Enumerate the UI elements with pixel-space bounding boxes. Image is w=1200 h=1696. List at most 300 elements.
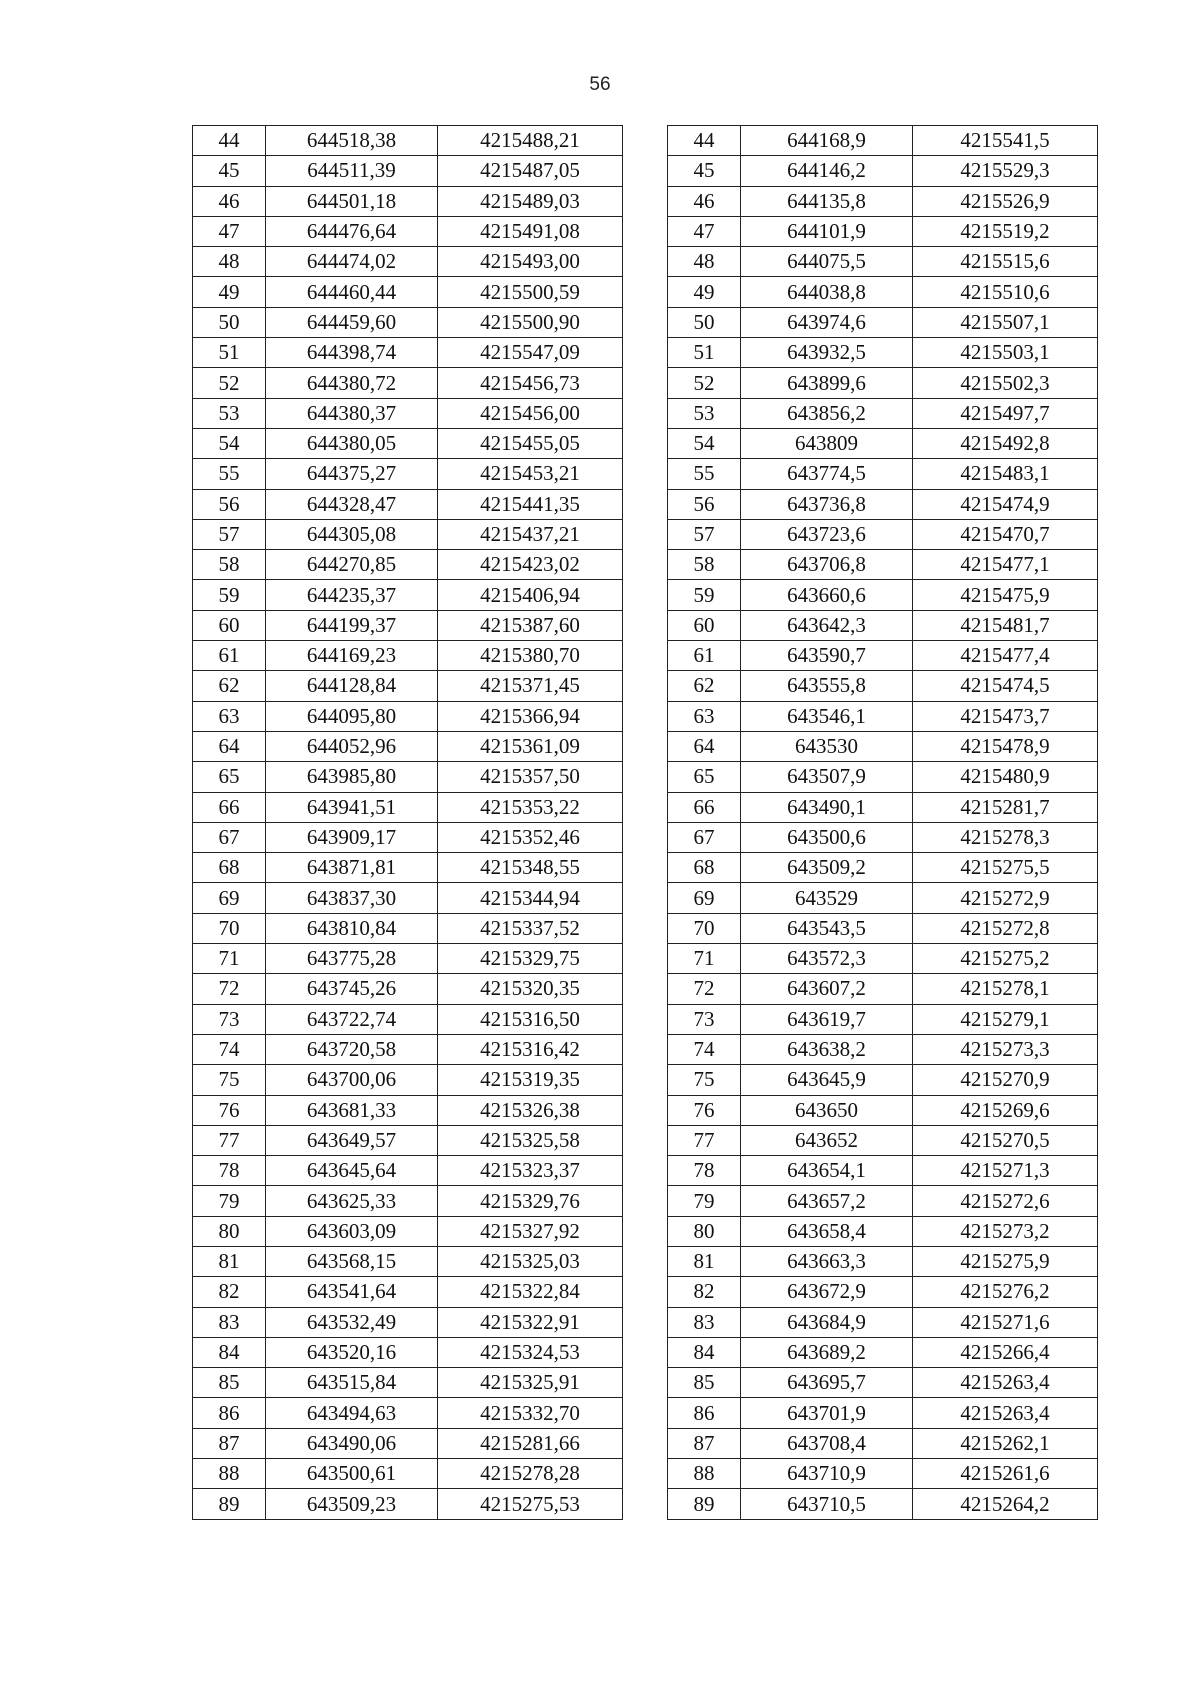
- table-row: [193, 186, 623, 216]
- point-number-cell: 83: [193, 1307, 266, 1337]
- y-coordinate-cell: 4215325,03: [438, 1246, 623, 1276]
- point-number-cell: 59: [193, 580, 266, 610]
- y-coordinate-cell: 4215493,00: [438, 247, 623, 277]
- table-row: [668, 883, 1098, 913]
- point-number-cell: 61: [193, 641, 266, 671]
- y-coordinate-cell: 4215503,1: [913, 338, 1098, 368]
- point-number-cell: 75: [668, 1065, 741, 1095]
- y-coordinate-cell: 4215279,1: [913, 1004, 1098, 1034]
- y-coordinate-cell: 4215406,94: [438, 580, 623, 610]
- table-row: [193, 1307, 623, 1337]
- y-coordinate-cell: 4215332,70: [438, 1398, 623, 1428]
- y-coordinate-cell: 4215366,94: [438, 701, 623, 731]
- table-row: [193, 126, 623, 156]
- x-coordinate-cell: 643745,26: [266, 974, 438, 1004]
- y-coordinate-cell: 4215453,21: [438, 459, 623, 489]
- point-number-cell: 83: [668, 1307, 741, 1337]
- table-row: [668, 822, 1098, 852]
- y-coordinate-cell: 4215272,9: [913, 883, 1098, 913]
- x-coordinate-cell: 644095,80: [266, 701, 438, 731]
- point-number-cell: 85: [193, 1368, 266, 1398]
- y-coordinate-cell: 4215329,76: [438, 1186, 623, 1216]
- x-coordinate-cell: 643684,9: [741, 1307, 913, 1337]
- table-row: [193, 1246, 623, 1276]
- table-row: [193, 1489, 623, 1519]
- table-row: [668, 338, 1098, 368]
- table-row: [668, 519, 1098, 549]
- x-coordinate-cell: 643941,51: [266, 792, 438, 822]
- point-number-cell: 54: [668, 428, 741, 458]
- y-coordinate-cell: 4215361,09: [438, 731, 623, 761]
- table-row: [193, 822, 623, 852]
- table-row: [668, 1004, 1098, 1034]
- x-coordinate-cell: 643663,3: [741, 1246, 913, 1276]
- x-coordinate-cell: 644518,38: [266, 126, 438, 156]
- point-number-cell: 49: [668, 277, 741, 307]
- x-coordinate-cell: 643871,81: [266, 853, 438, 883]
- y-coordinate-cell: 4215455,05: [438, 428, 623, 458]
- x-coordinate-cell: 644146,2: [741, 156, 913, 186]
- table-row: [668, 1459, 1098, 1489]
- table-row: [193, 1337, 623, 1367]
- x-coordinate-cell: 644501,18: [266, 186, 438, 216]
- y-coordinate-cell: 4215437,21: [438, 519, 623, 549]
- x-coordinate-cell: 644380,37: [266, 398, 438, 428]
- x-coordinate-cell: 643899,6: [741, 368, 913, 398]
- table-row: [668, 489, 1098, 519]
- table-row: [668, 428, 1098, 458]
- y-coordinate-cell: 4215547,09: [438, 338, 623, 368]
- y-coordinate-cell: 4215276,2: [913, 1277, 1098, 1307]
- y-coordinate-cell: 4215380,70: [438, 641, 623, 671]
- x-coordinate-cell: 643710,5: [741, 1489, 913, 1519]
- y-coordinate-cell: 4215316,50: [438, 1004, 623, 1034]
- x-coordinate-cell: 643809: [741, 428, 913, 458]
- table-row: [193, 853, 623, 883]
- point-number-cell: 66: [193, 792, 266, 822]
- table-row: [668, 550, 1098, 580]
- x-coordinate-cell: 644474,02: [266, 247, 438, 277]
- table-row: [193, 671, 623, 701]
- point-number-cell: 87: [668, 1428, 741, 1458]
- x-coordinate-cell: 643642,3: [741, 610, 913, 640]
- x-coordinate-cell: 644052,96: [266, 731, 438, 761]
- table-row: [668, 1277, 1098, 1307]
- x-coordinate-cell: 643985,80: [266, 762, 438, 792]
- x-coordinate-cell: 643590,7: [741, 641, 913, 671]
- table-row: [668, 853, 1098, 883]
- x-coordinate-cell: 644101,9: [741, 216, 913, 246]
- y-coordinate-cell: 4215263,4: [913, 1398, 1098, 1428]
- coordinate-table-left: [192, 125, 623, 1520]
- point-number-cell: 65: [193, 762, 266, 792]
- x-coordinate-cell: 644038,8: [741, 277, 913, 307]
- point-number-cell: 67: [668, 822, 741, 852]
- point-number-cell: 68: [668, 853, 741, 883]
- y-coordinate-cell: 4215264,2: [913, 1489, 1098, 1519]
- y-coordinate-cell: 4215322,91: [438, 1307, 623, 1337]
- x-coordinate-cell: 644398,74: [266, 338, 438, 368]
- point-number-cell: 66: [668, 792, 741, 822]
- table-row: [668, 247, 1098, 277]
- table-row: [193, 156, 623, 186]
- table-row: [193, 1125, 623, 1155]
- x-coordinate-cell: 643689,2: [741, 1337, 913, 1367]
- point-number-cell: 60: [193, 610, 266, 640]
- x-coordinate-cell: 643774,5: [741, 459, 913, 489]
- point-number-cell: 57: [193, 519, 266, 549]
- point-number-cell: 62: [193, 671, 266, 701]
- point-number-cell: 80: [668, 1216, 741, 1246]
- point-number-cell: 81: [668, 1246, 741, 1276]
- table-row: [668, 792, 1098, 822]
- table-row: [668, 913, 1098, 943]
- x-coordinate-cell: 644169,23: [266, 641, 438, 671]
- y-coordinate-cell: 4215275,2: [913, 944, 1098, 974]
- coordinate-table-right: [667, 125, 1098, 1520]
- table-row: [668, 216, 1098, 246]
- table-row: [193, 368, 623, 398]
- x-coordinate-cell: 643701,9: [741, 1398, 913, 1428]
- x-coordinate-cell: 643695,7: [741, 1368, 913, 1398]
- y-coordinate-cell: 4215371,45: [438, 671, 623, 701]
- point-number-cell: 73: [668, 1004, 741, 1034]
- point-number-cell: 76: [193, 1095, 266, 1125]
- x-coordinate-cell: 643932,5: [741, 338, 913, 368]
- y-coordinate-cell: 4215470,7: [913, 519, 1098, 549]
- x-coordinate-cell: 643974,6: [741, 307, 913, 337]
- point-number-cell: 64: [193, 731, 266, 761]
- y-coordinate-cell: 4215500,59: [438, 277, 623, 307]
- x-coordinate-cell: 643546,1: [741, 701, 913, 731]
- x-coordinate-cell: 643736,8: [741, 489, 913, 519]
- y-coordinate-cell: 4215497,7: [913, 398, 1098, 428]
- y-coordinate-cell: 4215474,5: [913, 671, 1098, 701]
- point-number-cell: 53: [193, 398, 266, 428]
- point-number-cell: 51: [193, 338, 266, 368]
- point-number-cell: 77: [193, 1125, 266, 1155]
- table-row: [193, 398, 623, 428]
- point-number-cell: 79: [193, 1186, 266, 1216]
- y-coordinate-cell: 4215500,90: [438, 307, 623, 337]
- table-row: [193, 216, 623, 246]
- x-coordinate-cell: 644460,44: [266, 277, 438, 307]
- y-coordinate-cell: 4215271,6: [913, 1307, 1098, 1337]
- x-coordinate-cell: 644375,27: [266, 459, 438, 489]
- y-coordinate-cell: 4215275,53: [438, 1489, 623, 1519]
- x-coordinate-cell: 644459,60: [266, 307, 438, 337]
- x-coordinate-cell: 643541,64: [266, 1277, 438, 1307]
- x-coordinate-cell: 643672,9: [741, 1277, 913, 1307]
- x-coordinate-cell: 643650: [741, 1095, 913, 1125]
- table-row: [668, 277, 1098, 307]
- point-number-cell: 61: [668, 641, 741, 671]
- y-coordinate-cell: 4215325,58: [438, 1125, 623, 1155]
- y-coordinate-cell: 4215261,6: [913, 1459, 1098, 1489]
- table-row: [193, 519, 623, 549]
- x-coordinate-cell: 643660,6: [741, 580, 913, 610]
- point-number-cell: 45: [193, 156, 266, 186]
- table-row: [193, 550, 623, 580]
- point-number-cell: 75: [193, 1065, 266, 1095]
- table-row: [193, 792, 623, 822]
- y-coordinate-cell: 4215319,35: [438, 1065, 623, 1095]
- x-coordinate-cell: 643720,58: [266, 1034, 438, 1064]
- point-number-cell: 48: [193, 247, 266, 277]
- x-coordinate-cell: 643619,7: [741, 1004, 913, 1034]
- y-coordinate-cell: 4215526,9: [913, 186, 1098, 216]
- y-coordinate-cell: 4215281,66: [438, 1428, 623, 1458]
- table-row: [193, 277, 623, 307]
- table-row: [668, 1186, 1098, 1216]
- x-coordinate-cell: 643654,1: [741, 1156, 913, 1186]
- y-coordinate-cell: 4215337,52: [438, 913, 623, 943]
- x-coordinate-cell: 643490,06: [266, 1428, 438, 1458]
- table-row: [668, 1156, 1098, 1186]
- x-coordinate-cell: 643658,4: [741, 1216, 913, 1246]
- x-coordinate-cell: 644511,39: [266, 156, 438, 186]
- table-row: [668, 368, 1098, 398]
- table-row: [668, 1065, 1098, 1095]
- x-coordinate-cell: 643775,28: [266, 944, 438, 974]
- point-number-cell: 88: [193, 1459, 266, 1489]
- table-row: [668, 1428, 1098, 1458]
- x-coordinate-cell: 643700,06: [266, 1065, 438, 1095]
- table-row: [193, 1186, 623, 1216]
- table-row: [193, 762, 623, 792]
- x-coordinate-cell: 644128,84: [266, 671, 438, 701]
- table-row: [193, 731, 623, 761]
- table-row: [193, 913, 623, 943]
- point-number-cell: 47: [193, 216, 266, 246]
- y-coordinate-cell: 4215316,42: [438, 1034, 623, 1064]
- point-number-cell: 78: [193, 1156, 266, 1186]
- y-coordinate-cell: 4215323,37: [438, 1156, 623, 1186]
- point-number-cell: 77: [668, 1125, 741, 1155]
- y-coordinate-cell: 4215483,1: [913, 459, 1098, 489]
- y-coordinate-cell: 4215275,9: [913, 1246, 1098, 1276]
- y-coordinate-cell: 4215324,53: [438, 1337, 623, 1367]
- point-number-cell: 68: [193, 853, 266, 883]
- x-coordinate-cell: 644270,85: [266, 550, 438, 580]
- x-coordinate-cell: 643645,64: [266, 1156, 438, 1186]
- table-row: [668, 610, 1098, 640]
- table-row: [668, 944, 1098, 974]
- x-coordinate-cell: 644380,05: [266, 428, 438, 458]
- x-coordinate-cell: 643706,8: [741, 550, 913, 580]
- point-number-cell: 45: [668, 156, 741, 186]
- point-number-cell: 46: [193, 186, 266, 216]
- x-coordinate-cell: 643607,2: [741, 974, 913, 1004]
- table-row: [193, 580, 623, 610]
- table-row: [668, 1398, 1098, 1428]
- x-coordinate-cell: 643856,2: [741, 398, 913, 428]
- table-row: [668, 1246, 1098, 1276]
- table-row: [668, 731, 1098, 761]
- table-row: [193, 247, 623, 277]
- x-coordinate-cell: 643509,23: [266, 1489, 438, 1519]
- y-coordinate-cell: 4215322,84: [438, 1277, 623, 1307]
- y-coordinate-cell: 4215325,91: [438, 1368, 623, 1398]
- y-coordinate-cell: 4215507,1: [913, 307, 1098, 337]
- table-row: [668, 974, 1098, 1004]
- point-number-cell: 72: [193, 974, 266, 1004]
- table-row: [668, 1034, 1098, 1064]
- table-row: [193, 1065, 623, 1095]
- table-row: [193, 489, 623, 519]
- point-number-cell: 54: [193, 428, 266, 458]
- x-coordinate-cell: 643638,2: [741, 1034, 913, 1064]
- y-coordinate-cell: 4215344,94: [438, 883, 623, 913]
- y-coordinate-cell: 4215326,38: [438, 1095, 623, 1125]
- point-number-cell: 63: [193, 701, 266, 731]
- table-row: [193, 1459, 623, 1489]
- y-coordinate-cell: 4215456,73: [438, 368, 623, 398]
- y-coordinate-cell: 4215348,55: [438, 853, 623, 883]
- x-coordinate-cell: 643722,74: [266, 1004, 438, 1034]
- y-coordinate-cell: 4215456,00: [438, 398, 623, 428]
- x-coordinate-cell: 643710,9: [741, 1459, 913, 1489]
- table-row: [668, 1337, 1098, 1367]
- x-coordinate-cell: 644135,8: [741, 186, 913, 216]
- point-number-cell: 73: [193, 1004, 266, 1034]
- table-row: [193, 641, 623, 671]
- x-coordinate-cell: 643603,09: [266, 1216, 438, 1246]
- table-row: [668, 1216, 1098, 1246]
- table-row: [193, 883, 623, 913]
- table-row: [668, 1125, 1098, 1155]
- y-coordinate-cell: 4215281,7: [913, 792, 1098, 822]
- point-number-cell: 70: [668, 913, 741, 943]
- point-number-cell: 50: [193, 307, 266, 337]
- x-coordinate-cell: 643723,6: [741, 519, 913, 549]
- point-number-cell: 48: [668, 247, 741, 277]
- y-coordinate-cell: 4215478,9: [913, 731, 1098, 761]
- point-number-cell: 89: [193, 1489, 266, 1519]
- y-coordinate-cell: 4215541,5: [913, 126, 1098, 156]
- y-coordinate-cell: 4215477,4: [913, 641, 1098, 671]
- point-number-cell: 52: [193, 368, 266, 398]
- point-number-cell: 53: [668, 398, 741, 428]
- point-number-cell: 69: [193, 883, 266, 913]
- y-coordinate-cell: 4215269,6: [913, 1095, 1098, 1125]
- point-number-cell: 76: [668, 1095, 741, 1125]
- x-coordinate-cell: 643494,63: [266, 1398, 438, 1428]
- y-coordinate-cell: 4215477,1: [913, 550, 1098, 580]
- table-row: [193, 459, 623, 489]
- table-row: [668, 156, 1098, 186]
- point-number-cell: 58: [668, 550, 741, 580]
- x-coordinate-cell: 643657,2: [741, 1186, 913, 1216]
- table-row: [193, 1034, 623, 1064]
- point-number-cell: 57: [668, 519, 741, 549]
- y-coordinate-cell: 4215272,6: [913, 1186, 1098, 1216]
- x-coordinate-cell: 643530: [741, 731, 913, 761]
- point-number-cell: 71: [193, 944, 266, 974]
- point-number-cell: 87: [193, 1428, 266, 1458]
- point-number-cell: 80: [193, 1216, 266, 1246]
- y-coordinate-cell: 4215320,35: [438, 974, 623, 1004]
- point-number-cell: 59: [668, 580, 741, 610]
- x-coordinate-cell: 643645,9: [741, 1065, 913, 1095]
- point-number-cell: 86: [193, 1398, 266, 1428]
- point-number-cell: 52: [668, 368, 741, 398]
- point-number-cell: 71: [668, 944, 741, 974]
- table-row: [193, 1398, 623, 1428]
- point-number-cell: 84: [668, 1337, 741, 1367]
- y-coordinate-cell: 4215357,50: [438, 762, 623, 792]
- y-coordinate-cell: 4215272,8: [913, 913, 1098, 943]
- y-coordinate-cell: 4215487,05: [438, 156, 623, 186]
- table-row: [668, 459, 1098, 489]
- y-coordinate-cell: 4215270,9: [913, 1065, 1098, 1095]
- point-number-cell: 70: [193, 913, 266, 943]
- page-number: 56: [589, 74, 611, 95]
- table-row: [193, 338, 623, 368]
- point-number-cell: 78: [668, 1156, 741, 1186]
- table-row: [668, 186, 1098, 216]
- y-coordinate-cell: 4215271,3: [913, 1156, 1098, 1186]
- x-coordinate-cell: 643810,84: [266, 913, 438, 943]
- y-coordinate-cell: 4215475,9: [913, 580, 1098, 610]
- x-coordinate-cell: 643507,9: [741, 762, 913, 792]
- point-number-cell: 46: [668, 186, 741, 216]
- y-coordinate-cell: 4215352,46: [438, 822, 623, 852]
- table-row: [193, 1156, 623, 1186]
- point-number-cell: 44: [668, 126, 741, 156]
- x-coordinate-cell: 644075,5: [741, 247, 913, 277]
- x-coordinate-cell: 643568,15: [266, 1246, 438, 1276]
- table-row: [668, 1489, 1098, 1519]
- x-coordinate-cell: 644305,08: [266, 519, 438, 549]
- y-coordinate-cell: 4215262,1: [913, 1428, 1098, 1458]
- y-coordinate-cell: 4215273,3: [913, 1034, 1098, 1064]
- x-coordinate-cell: 643520,16: [266, 1337, 438, 1367]
- point-number-cell: 62: [668, 671, 741, 701]
- x-coordinate-cell: 643543,5: [741, 913, 913, 943]
- point-number-cell: 85: [668, 1368, 741, 1398]
- table-row: [668, 398, 1098, 428]
- table-row: [193, 1277, 623, 1307]
- y-coordinate-cell: 4215273,2: [913, 1216, 1098, 1246]
- y-coordinate-cell: 4215423,02: [438, 550, 623, 580]
- table-row: [193, 428, 623, 458]
- point-number-cell: 58: [193, 550, 266, 580]
- x-coordinate-cell: 644380,72: [266, 368, 438, 398]
- point-number-cell: 47: [668, 216, 741, 246]
- x-coordinate-cell: 643490,1: [741, 792, 913, 822]
- x-coordinate-cell: 644235,37: [266, 580, 438, 610]
- y-coordinate-cell: 4215278,28: [438, 1459, 623, 1489]
- x-coordinate-cell: 644476,64: [266, 216, 438, 246]
- table-row: [193, 944, 623, 974]
- y-coordinate-cell: 4215473,7: [913, 701, 1098, 731]
- y-coordinate-cell: 4215387,60: [438, 610, 623, 640]
- x-coordinate-cell: 644328,47: [266, 489, 438, 519]
- x-coordinate-cell: 643515,84: [266, 1368, 438, 1398]
- y-coordinate-cell: 4215278,3: [913, 822, 1098, 852]
- y-coordinate-cell: 4215353,22: [438, 792, 623, 822]
- y-coordinate-cell: 4215327,92: [438, 1216, 623, 1246]
- y-coordinate-cell: 4215480,9: [913, 762, 1098, 792]
- point-number-cell: 60: [668, 610, 741, 640]
- y-coordinate-cell: 4215266,4: [913, 1337, 1098, 1367]
- y-coordinate-cell: 4215275,5: [913, 853, 1098, 883]
- table-row: [668, 1307, 1098, 1337]
- point-number-cell: 67: [193, 822, 266, 852]
- point-number-cell: 74: [668, 1034, 741, 1064]
- table-row: [193, 1095, 623, 1125]
